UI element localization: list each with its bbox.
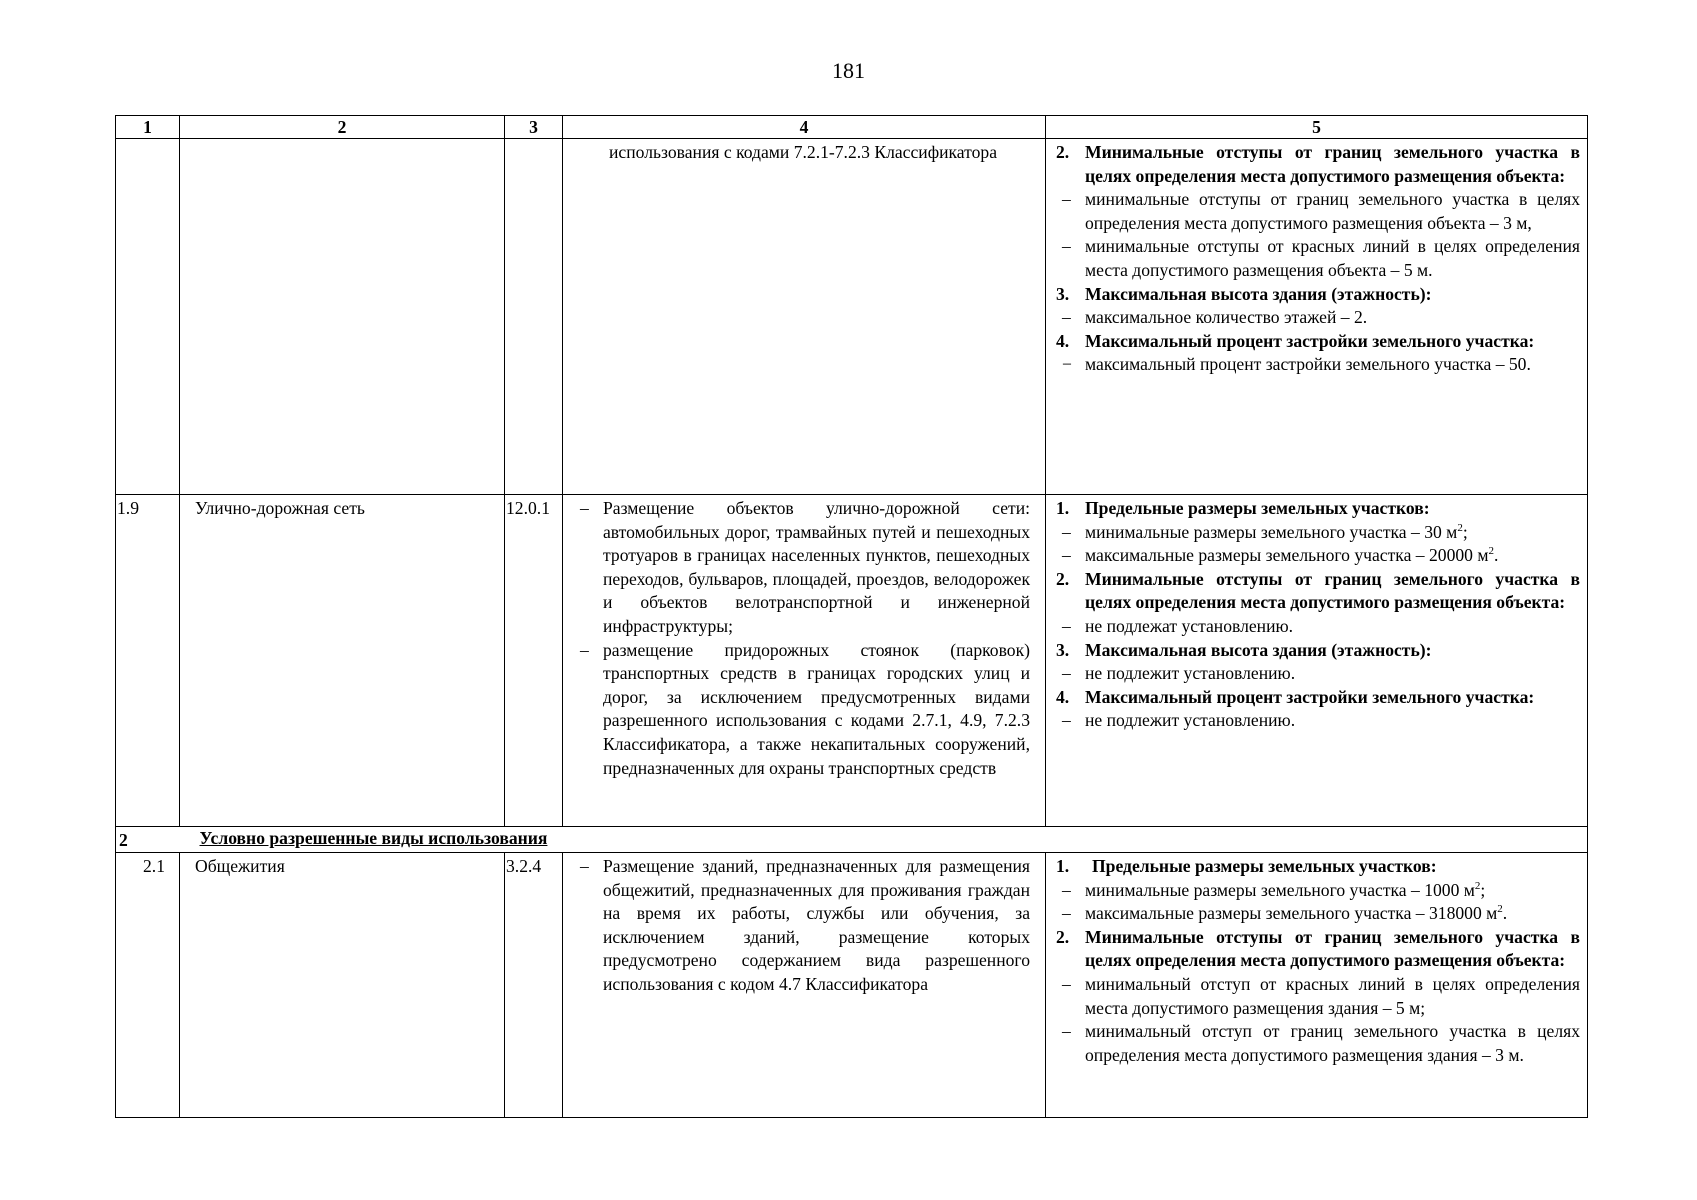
param-item xyxy=(1056,568,1580,615)
param-value: максимальный процент застройки земельного участка – 50. xyxy=(1085,354,1531,375)
param-value: минимальные отступы от границ земельного участка в целях определения места допустимого размещения объекта – 3 м, xyxy=(1085,189,1580,233)
list-marker: – xyxy=(1062,307,1071,328)
list-marker: 4. xyxy=(1056,686,1070,707)
cell-parameters xyxy=(1046,139,1588,495)
header-cell-1: 1 xyxy=(116,116,180,139)
superscript: 2 xyxy=(1457,521,1463,534)
param-heading: Минимальные отступы от границ земельного участка в целях определения места допустимого размещения объекта: xyxy=(1085,926,1580,971)
section-title: Условно разрешенные виды использования xyxy=(199,828,548,848)
section-num: 2 xyxy=(116,827,180,853)
cell-code xyxy=(505,139,563,495)
description-text: Размещение зданий, предназначенных для размещения общежитий, предназначенных для проживания граждан на время их работы, службы или обучения, за исключением зданий, размещение которых предусмотрено содержанием вида разрешенного использования с кодом 4.7 Классификатора xyxy=(603,856,1030,994)
param-value: минимальный отступ от красных линий в целях определения места допустимого размещения здания – 5 м; xyxy=(1085,973,1580,1018)
table-header-row xyxy=(116,116,1588,139)
description-text: использования с кодами 7.2.1-7.2.3 Классификатора xyxy=(609,142,998,162)
page-number: 181 xyxy=(832,58,865,83)
cell-num: 1.9 xyxy=(116,495,180,827)
param-value: не подлежат установлению. xyxy=(1085,615,1294,636)
header-cell-5: 5 xyxy=(1046,116,1588,139)
superscript: 2 xyxy=(1488,545,1494,558)
cell-code: 3.2.4 xyxy=(505,853,563,1118)
param-value: максимальное количество этажей – 2. xyxy=(1085,307,1368,328)
param-heading: Минимальные отступы от границ земельного участка в целях определения места допустимого размещения объекта: xyxy=(1085,142,1580,186)
param-heading: Максимальный процент застройки земельного участка: xyxy=(1085,686,1535,707)
cell-name: Улично-дорожная сеть xyxy=(180,495,505,827)
param-item xyxy=(1056,283,1580,307)
max-size-text: максимальные размеры земельного участка – 20000 м xyxy=(1085,545,1489,566)
list-marker: 2. xyxy=(1056,926,1070,947)
list-marker: 1. xyxy=(1056,498,1070,518)
list-marker: – xyxy=(1062,236,1071,257)
description-text: Размещение объектов улично-дорожной сети: автомобильных дорог, трамвайных путей и пешеходных тротуаров в границах населенных пунктов, пешеходных переходов, бульваров, площадей, проездов, велодорожек и объектов велотранспортной и инженерной инфраструктуры; xyxy=(603,498,1030,636)
param-value: максимальные размеры земельного участка – 318000 $м^2$. xyxy=(1085,903,1508,924)
list-marker: – xyxy=(1062,615,1071,636)
cell-description xyxy=(563,853,1046,1118)
param-item xyxy=(1056,330,1580,354)
description-item xyxy=(574,497,1030,639)
list-marker: – xyxy=(580,856,589,876)
min-size-text: минимальные размеры земельного участка – 30 м xyxy=(1085,521,1458,542)
list-marker: 1. xyxy=(1056,856,1070,876)
param-item xyxy=(1056,188,1580,235)
superscript: 2 xyxy=(1497,903,1503,916)
list-marker: – xyxy=(1062,189,1071,210)
list-marker: 2. xyxy=(1056,142,1070,162)
land-use-table xyxy=(115,115,1588,1118)
param-value: минимальные отступы от красных линий в целях определения места допустимого размещения объекта – 5 м. xyxy=(1085,236,1580,280)
cell-parameters xyxy=(1046,495,1588,827)
list-marker: – xyxy=(1062,521,1071,542)
max-size-text: максимальные размеры земельного участка – 318000 м xyxy=(1085,903,1498,924)
table-row-continuation xyxy=(116,139,1588,495)
cell-parameters xyxy=(1046,853,1588,1118)
param-heading: Минимальные отступы от границ земельного участка в целях определения места допустимого размещения объекта: xyxy=(1085,568,1580,613)
cell-code: 12.0.1 xyxy=(505,495,563,827)
cell-name: Общежития xyxy=(180,853,505,1118)
param-item xyxy=(1056,879,1580,903)
param-heading: Предельные размеры земельных участков: xyxy=(1092,856,1437,876)
param-item xyxy=(1056,141,1580,188)
param-item xyxy=(1056,235,1580,282)
param-value: не подлежит установлению. xyxy=(1085,710,1296,731)
param-value: минимальный отступ от границ земельного участка в целях определения места допустимого размещения здания – 3 м. xyxy=(1085,1021,1580,1065)
param-heading: Максимальная высота здания (этажность): xyxy=(1085,639,1432,660)
description-item xyxy=(574,639,1030,781)
description-text: размещение придорожных стоянок (парковок) транспортных средств в границах городских улиц и дорог, за исключением предусмотренных видами разрешенного использования с кодами 2.7.1, 4.9, 7.2.3 Классификатора, а также некапитальных сооружений, предназначенных для охраны транспортных средств xyxy=(603,639,1030,778)
table-row-2-1 xyxy=(116,853,1588,1118)
cell-description xyxy=(563,139,1046,495)
param-item xyxy=(1056,973,1580,1020)
param-item xyxy=(1056,615,1580,639)
list-marker: – xyxy=(1062,663,1071,684)
param-item xyxy=(1056,855,1580,879)
list-marker: – xyxy=(580,498,589,518)
param-item xyxy=(1056,544,1580,568)
param-item xyxy=(1056,926,1580,973)
list-marker: – xyxy=(1062,973,1071,994)
cell-num xyxy=(116,139,180,495)
param-item xyxy=(1056,639,1580,663)
param-item xyxy=(1056,686,1580,710)
param-item xyxy=(1056,662,1580,686)
list-marker: 3. xyxy=(1056,639,1070,660)
param-item xyxy=(1056,497,1580,521)
section-row xyxy=(116,827,1588,853)
cell-num: 2.1 xyxy=(116,853,180,1118)
superscript: 2 xyxy=(1474,879,1481,892)
param-heading: Максимальная высота здания (этажность): xyxy=(1085,283,1432,304)
list-marker: – xyxy=(1062,1021,1071,1042)
list-marker: 3. xyxy=(1056,283,1070,304)
param-item xyxy=(1056,709,1580,733)
param-value: минимальные размеры земельного участка – 30 $м^2$; xyxy=(1085,521,1468,542)
param-heading: Максимальный процент застройки земельного участка: xyxy=(1085,330,1535,351)
param-item xyxy=(1056,902,1580,926)
param-value: минимальные размеры земельного участка – 1000 $м^2$; xyxy=(1085,879,1486,900)
cell-description xyxy=(563,495,1046,827)
cell-name xyxy=(180,139,505,495)
header-cell-2: 2 xyxy=(180,116,505,139)
param-item xyxy=(1056,521,1580,545)
param-item xyxy=(1056,353,1580,377)
list-marker: – xyxy=(1062,903,1071,924)
list-marker: – xyxy=(1062,545,1071,566)
header-cell-3: 3 xyxy=(505,116,563,139)
param-heading: Предельные размеры земельных участков: xyxy=(1085,498,1430,518)
param-item xyxy=(1056,1020,1580,1067)
table-row-1-9 xyxy=(116,495,1588,827)
list-marker: 2. xyxy=(1056,568,1070,589)
param-value: не подлежит установлению. xyxy=(1085,663,1296,684)
section-title-cell xyxy=(180,827,1588,853)
description-item xyxy=(574,855,1030,997)
list-marker: − xyxy=(1062,354,1072,375)
list-marker: 4. xyxy=(1056,330,1070,351)
list-marker: – xyxy=(1062,879,1071,900)
param-value: максимальные размеры земельного участка – 20000 $м^2$. xyxy=(1085,545,1499,566)
list-marker: – xyxy=(1062,710,1071,731)
header-cell-4: 4 xyxy=(563,116,1046,139)
min-size-text: минимальные размеры земельного участка – 1000 м xyxy=(1085,879,1475,900)
list-marker: – xyxy=(580,639,589,660)
param-item xyxy=(1056,306,1580,330)
